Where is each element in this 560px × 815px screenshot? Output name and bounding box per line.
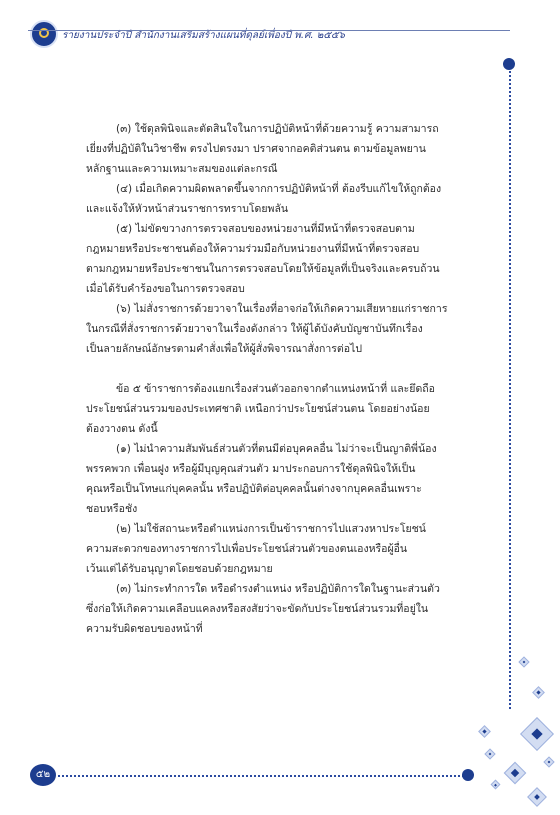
body-text-line: พรรคพวก เพื่อนฝูง หรือผู้มีบุญคุณส่วนตัว มาประกอบการใช้ดุลพินิจให้เป็น (86, 463, 416, 475)
flower-ornament-icon (518, 656, 529, 667)
body-text-line: กฎหมายหรือประชาชนต้องให้ความร่วมมือกับหน่วยงานที่มีหน้าที่ตรวจสอบ (86, 243, 420, 255)
body-text-line: คุณหรือเป็นโทษแก่บุคคลนั้น หรือปฏิบัติต่อบุคคลนั้นต่างจากบุคคลอื่นเพราะ (86, 483, 422, 495)
body-text-line: (๓) ใช้ดุลพินิจและตัดสินใจในการปฏิบัติหน้าที่ด้วยความรู้ ความสามารถ (116, 123, 439, 135)
body-text-line: ข้อ ๕ ข้าราชการต้องแยกเรื่องส่วนตัวออกจากตำแหน่งหน้าที่ และยึดถือ (116, 383, 435, 395)
page-number: ๕๒ (30, 764, 56, 786)
body-text-line: (๕) ไม่ขัดขวางการตรวจสอบของหน่วยงานที่มีหน้าที่ตรวจสอบตาม (116, 223, 415, 235)
flower-ornament-icon (527, 787, 547, 807)
flower-ornament-icon (504, 762, 527, 785)
body-text-line: ชอบหรือชัง (86, 503, 138, 515)
emblem-logo-icon (30, 20, 58, 48)
ornament-dot-icon (462, 769, 474, 781)
flower-ornament-icon (543, 756, 554, 767)
body-text-line: หลักฐานและความเหมาะสมของแต่ละกรณี (86, 163, 278, 175)
dotted-border-bottom (58, 775, 468, 777)
body-text-line: ประโยชน์ส่วนรวมของประเทศชาติ เหนือกว่าประโยชน์ส่วนตน โดยอย่างน้อย (86, 403, 430, 415)
body-text-line: ต้องวางตน ดังนี้ (86, 423, 158, 435)
body-text-line: ในกรณีที่สั่งราชการด้วยวาจาในเรื่องดังกล่าว ให้ผู้ได้บังคับบัญชาบันทึกเรื่อง (86, 323, 423, 335)
dotted-border-right (509, 64, 511, 709)
body-text-line: (๖) ไม่สั่งราชการด้วยวาจาในเรื่องที่อาจก่อให้เกิดความเสียหายแก่ราชการ (116, 303, 448, 315)
body-text-line: ความสะดวกของทางราชการไปเพื่อประโยชน์ส่วนตัวของตนเองหรือผู้อื่น (86, 543, 408, 555)
body-text-line: (๒) ไม่ใช้สถานะหรือตำแหน่งการเป็นข้าราชการไปแสวงหาประโยชน์ (116, 523, 426, 535)
flower-ornament-icon (484, 748, 495, 759)
flower-ornament-icon (532, 686, 545, 699)
body-text-line: เยี่ยงที่ปฏิบัติในวิชาชีพ ตรงไปตรงมา ปราศจากอคติส่วนตน ตามข้อมูลพยาน (86, 143, 426, 155)
body-text-line: เป็นลายลักษณ์อักษรตามคำสั่งเพื่อให้ผู้สั่งพิจารณาสั่งการต่อไป (86, 343, 362, 355)
body-text-line: (๑) ไม่นำความสัมพันธ์ส่วนตัวที่ตนมีต่อบุคคลอื่น ไม่ว่าจะเป็นญาติพี่น้อง (116, 443, 437, 455)
body-text-line: ความรับผิดชอบของหน้าที่ (86, 623, 203, 635)
body-text-line: และแจ้งให้หัวหน้าส่วนราชการทราบโดยพลัน (86, 203, 289, 215)
ornament-dot-icon (503, 58, 515, 70)
flower-ornament-icon (478, 725, 491, 738)
header-title: รายงานประจำปี สำนักงานเสริมสร้างแผนที่ดุลย์เพื่องปี พ.ศ. ๒๕๕๖ (62, 30, 345, 41)
body-text-line: (๓) ไม่กระทำการใด หรือดำรงตำแหน่ง หรือปฏิบัติการใดในฐานะส่วนตัว (116, 583, 440, 595)
body-text-line: ตามกฎหมายหรือประชาชนในการตรวจสอบโดยให้ข้อมูลที่เป็นจริงและครบถ้วน (86, 263, 440, 275)
body-text-line: (๔) เมื่อเกิดความผิดพลาดขึ้นจากการปฏิบัติหน้าที่ ต้องรีบแก้ไขให้ถูกต้อง (116, 183, 442, 195)
header-rule (28, 30, 510, 31)
page-header (30, 20, 470, 50)
flower-ornament-icon (491, 780, 501, 790)
body-text-line: เว้นแต่ได้รับอนุญาตโดยชอบด้วยกฎหมาย (86, 563, 273, 575)
body-text-line: เมื่อได้รับคำร้องขอในการตรวจสอบ (86, 283, 245, 295)
body-text-line: ซึ่งก่อให้เกิดความเคลือบแคลงหรือสงสัยว่าจะขัดกับประโยชน์ส่วนรวมที่อยู่ใน (86, 603, 429, 615)
flower-ornament-icon (520, 717, 554, 751)
